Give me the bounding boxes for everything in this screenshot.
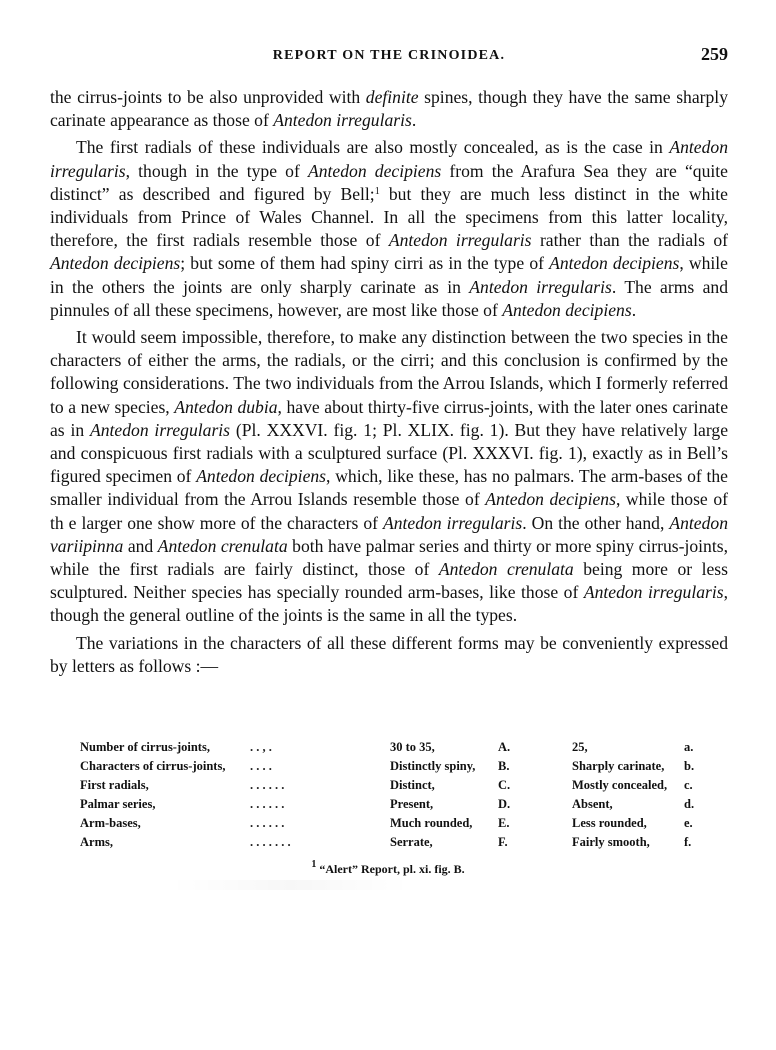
value-lower: 25, [572,740,588,754]
value-lower: Fairly smooth, [572,835,650,849]
row-label: Arm-bases, [80,816,141,830]
leader-dots: . . , . [250,740,272,754]
letter-upper: E. [498,816,510,830]
value-lower: Less rounded, [572,816,647,830]
letter-upper: B. [498,759,510,773]
leader-dots: . . . . . . . [250,835,291,849]
leader-dots: . . . . . . [250,816,285,830]
table-row [80,835,720,854]
paragraph-3: It would seem impossible, therefore, to make any distinction between the two species in the characters of either the arms, the radials, or the cirri; and this conclusion is confirmed by the following considerations. The two individuals from the Arrou Islands, which I formerly referred to a new species, Antedon dubia, have about thirty-five cirrus-joints, with the later ones carinate as in Antedon irregularis (Pl. XXXVI. fig. 1; Pl. XLIX. fig. 1). But they have relatively large and conspicuous first radials with a sculptured surface (Pl. XXXVI. fig. 1), exactly as in Bell’s figured specimen of Antedon decipiens, which, like these, has no palmars. The arm-bases of the smaller individual from the Arrou Islands resemble those of Antedon decipiens, while those of th e larger one show more of the characters of Antedon irregularis. On the other hand, Antedon variipinna and Antedon crenulata both have palmar series and thirty or more spiny cirrus-joints, while the first radials are fairly distinct, those of Antedon crenulata being more or less sculptured. Neither species has specially rounded arm-bases, like those of Antedon irregularis, though the general outline of the joints is the same in all the types. [50,327,729,626]
footnote-marker: 1 [311,859,317,870]
value-lower: Absent, [572,797,613,811]
letter-lower: b. [684,759,695,773]
paragraph-4: The variations in the characters of all these different forms may be conveniently expressed by letters as follows :— [50,632,728,676]
running-title: REPORT ON THE CRINOIDEA. [272,48,506,63]
value-lower: Mostly concealed, [572,778,668,792]
table-row [80,778,720,797]
paragraph-2: The first radials of these individuals are also mostly concealed, as is the case in Antedon irregularis, though in the type of Antedon decipiens from the Arafura Sea they are “quite distinct” as described and figured by Bell;$^1$ but they are much less distinct in the white individuals from Prince of Wales Channel. In all the specimens from this latter locality, therefore, the first radials resemble those of Antedon irregularis rather than the radials of Antedon decipiens; but some of them had spiny cirri as in the type of Antedon decipiens, while in the others the joints are only sharply carinate as in Antedon irregularis. The arms and pinnules of all these specimens, however, are most like those of Antedon decipiens. [50,137,728,320]
letter-lower: c. [684,778,693,792]
leader-dots: . . . . [250,759,272,773]
value-upper: Serrate, [390,835,433,849]
value-upper: Distinct, [390,778,435,792]
table-row [80,740,720,759]
table-row [80,797,720,816]
row-label: Palmar series, [80,797,156,811]
paragraph-1: the cirrus-joints to be also unprovided with definite spines, though they have the same sharply carinate appearance as those of Antedon irregularis. [50,87,728,131]
value-lower: Sharply carinate, [572,759,665,773]
footnote-ref: 1 [374,185,380,197]
row-label: Arms, [80,835,113,849]
table-row [80,759,720,778]
letter-upper: C. [498,778,511,792]
letter-upper: A. [498,740,511,754]
letter-upper: D. [498,797,511,811]
page-number: 259 [701,44,728,64]
letter-lower: d. [684,797,695,811]
leader-dots: . . . . . . [250,797,285,811]
value-upper: 30 to 35, [390,740,435,754]
footnote [0,859,776,877]
footnote-text: “Alert” Report, pl. xi. fig. B. [316,862,465,876]
leader-dots: . . . . . . [250,778,285,792]
letter-lower: a. [684,740,694,754]
table-row [80,816,720,835]
body-text [50,86,728,682]
value-upper: Present, [390,797,434,811]
value-upper: Distinctly spiny, [390,759,476,773]
row-label: First radials, [80,778,149,792]
characters-table [80,740,720,854]
letter-lower: f. [684,835,692,849]
letter-upper: F. [498,835,508,849]
row-label: Number of cirrus-joints, [80,740,210,754]
letter-lower: e. [684,816,693,830]
row-label: Characters of cirrus-joints, [80,759,226,773]
page-header [50,44,728,70]
print-smudge [170,880,410,890]
value-upper: Much rounded, [390,816,473,830]
